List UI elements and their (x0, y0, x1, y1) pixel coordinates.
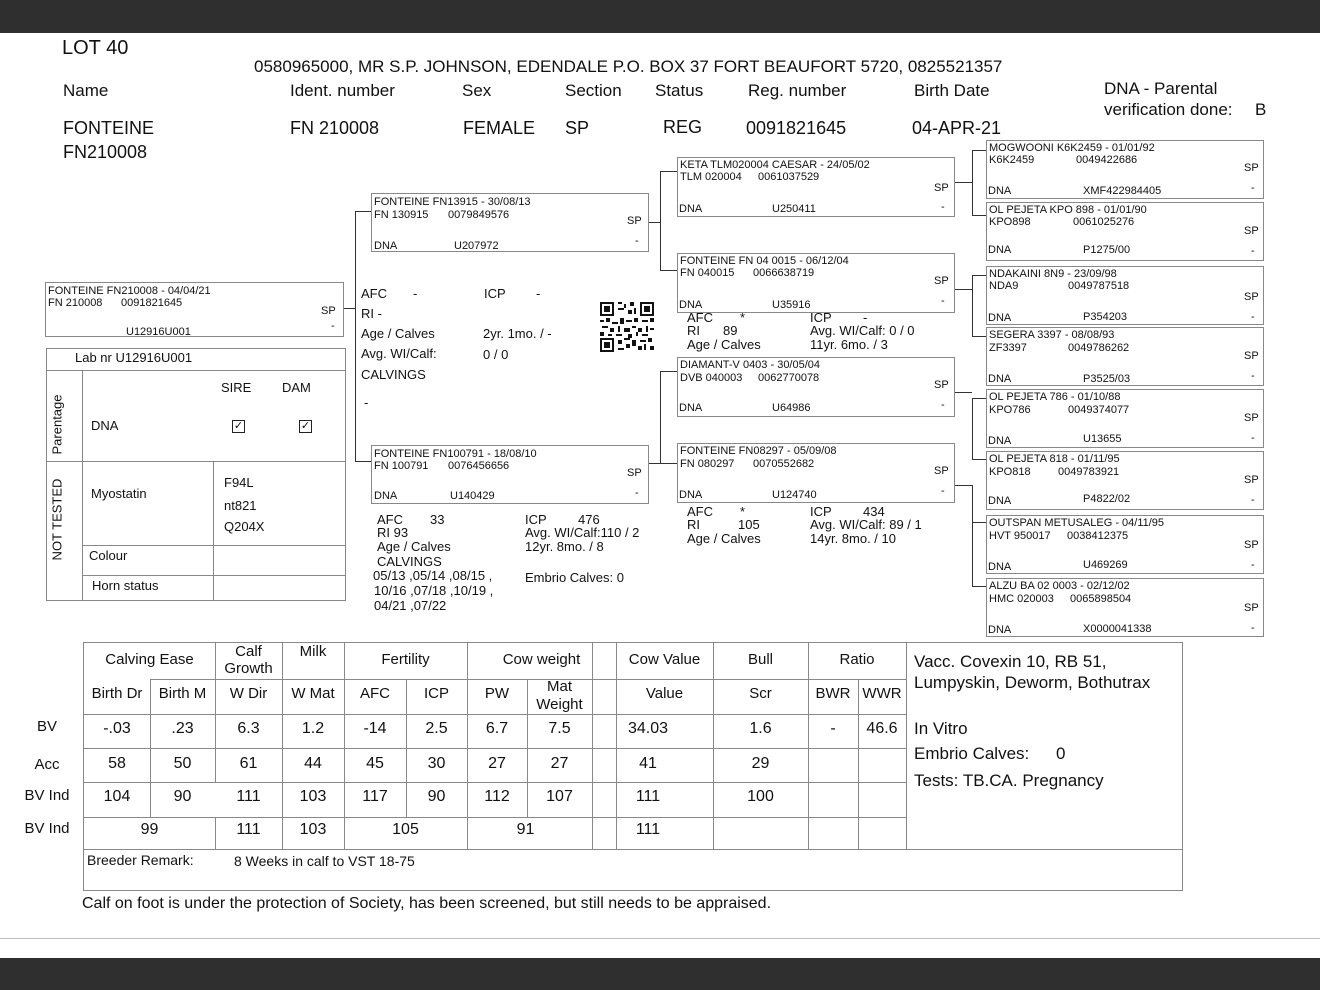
ggp-id: KPO786 (989, 404, 1031, 416)
self-pedigree-box (45, 282, 344, 337)
sire-icp-value: - (536, 286, 541, 301)
lab-dna-box (46, 348, 346, 601)
col-birth-m: Birth M (158, 685, 207, 702)
gp-age-label: Age / Calves (687, 337, 761, 352)
ind-birth-dr: 104 (103, 788, 131, 805)
gp-afc-value: * (740, 310, 746, 325)
ggp-dash: - (1251, 432, 1255, 444)
self-title: FONTEINE FN210008 - 04/04/21 (48, 285, 211, 297)
lot-number: LOT 40 (62, 37, 129, 59)
gp-title: DIAMANT-V 0403 - 30/05/04 (680, 359, 821, 371)
great-grandparent-box (986, 389, 1264, 448)
gp-sp: SP (934, 379, 949, 391)
ggp-title: OUTSPAN METUSALEG - 04/11/95 (989, 517, 1165, 529)
sire-afc-label: AFC (361, 286, 387, 301)
sire-calvings-label: CALVINGS (361, 367, 426, 382)
animal-birth: 04-APR-21 (912, 118, 1002, 138)
dam-afc-label: AFC (377, 512, 403, 527)
bv-value: 34.03 (627, 720, 669, 737)
parentage-label: Parentage (49, 394, 65, 455)
dam-dna-code: U140429 (450, 490, 495, 502)
gp-id: TLM 020004 (680, 171, 742, 183)
ggp-dash: - (1251, 245, 1255, 257)
grandparent-box (677, 443, 955, 503)
ggp-dna-code: U469269 (1083, 559, 1128, 571)
great-grandparent-box (986, 515, 1264, 574)
sire-dash: - (635, 235, 639, 247)
gp-icp-label: ICP (810, 310, 832, 325)
ggp-reg: 0061025276 (1073, 216, 1135, 228)
self-id: FN 210008 (48, 297, 103, 309)
dam-embrio-calves: Embrio Calves: 0 (525, 570, 624, 585)
in-vitro-note: In Vitro (914, 719, 968, 738)
row-label-acc: Acc (34, 756, 60, 773)
gp-age-label: Age / Calves (687, 531, 761, 546)
sire-wi-value: 0 / 0 (483, 347, 509, 362)
ggp-sp: SP (1244, 412, 1259, 424)
sire-dna-code: U207972 (454, 240, 499, 252)
ggp-dna: DNA (988, 312, 1012, 324)
gp-icp-value: 434 (863, 504, 885, 519)
animal-section: SP (565, 118, 590, 138)
ggp-id: HVT 950017 (989, 530, 1051, 542)
group-growth: Growth (224, 660, 273, 677)
embrio-calves-label: Embrio Calves: (914, 744, 1030, 763)
gp-reg: 0062770078 (758, 372, 820, 384)
ggp-sp: SP (1244, 539, 1259, 551)
header-birth: Birth Date (914, 81, 990, 100)
bv-w-mat: 1.2 (301, 720, 325, 737)
header-sex: Sex (462, 81, 492, 100)
animal-sex: FEMALE (463, 118, 536, 138)
sire-col-label: SIRE (221, 380, 252, 395)
self-code: U12916U001 (126, 326, 191, 338)
row-label-bv: BV (36, 718, 57, 735)
dam-sp: SP (627, 467, 642, 479)
acc-birth-dr: 58 (108, 755, 126, 772)
acc-w-dir: 61 (239, 755, 258, 772)
ggp-sp: SP (1244, 602, 1259, 614)
bv-afc: -14 (363, 720, 387, 737)
ind-scr: 100 (747, 788, 774, 805)
bv-scr: 1.6 (749, 720, 772, 737)
ggp-reg: 0038412375 (1067, 530, 1129, 542)
ind2-calving-ease: 99 (140, 821, 159, 838)
gp-id: FN 040015 (680, 267, 735, 279)
qr-code-icon (600, 302, 654, 352)
ggp-dna-code: XMF422984405 (1083, 185, 1162, 197)
gp-wi: Avg. WI/Calf: 0 / 0 (810, 323, 915, 338)
ggp-title: OL PEJETA 818 - 01/11/95 (989, 453, 1120, 465)
ind2-fertility: 105 (392, 821, 419, 838)
ggp-dash: - (1251, 182, 1255, 194)
col-bwr: BWR (815, 685, 851, 702)
great-grandparent-box (986, 327, 1264, 386)
myostatin-nt821: nt821 (224, 498, 257, 513)
group-calving-ease: Calving Ease (105, 651, 194, 668)
gp-afc-label: AFC (687, 504, 713, 519)
ggp-title: NDAKAINI 8N9 - 23/09/98 (989, 268, 1117, 280)
ggp-reg: 0049783921 (1058, 466, 1120, 478)
ggp-dna: DNA (988, 561, 1012, 573)
ggp-sp: SP (1244, 225, 1259, 237)
gp-dash: - (941, 201, 945, 213)
not-tested-label: NOT TESTED (49, 478, 65, 561)
dam-box (371, 445, 649, 504)
dam-col-label: DAM (282, 380, 311, 395)
gp-reg: 0066638719 (753, 267, 815, 279)
gp-dash: - (941, 399, 945, 411)
acc-scr: 29 (751, 755, 770, 772)
ggp-dna-code: U13655 (1083, 433, 1122, 445)
ind-mat-weight: 107 (546, 788, 573, 805)
gp-ri-label: RI (687, 323, 700, 338)
gp-id: DVB 040003 (680, 372, 743, 384)
gp-dna-code: U250411 (772, 203, 816, 215)
ggp-dash: - (1251, 622, 1255, 634)
sire-sp: SP (627, 215, 642, 227)
ggp-dash: - (1251, 370, 1255, 382)
dam-calvings-label: CALVINGS (377, 554, 442, 569)
gp-reg: 0070552682 (753, 458, 815, 470)
col-scr: Scr (749, 685, 772, 702)
ggp-dna-code: P1275/00 (1083, 244, 1131, 256)
dna-row-label: DNA (91, 418, 119, 433)
tests-note: Tests: TB.CA. Pregnancy (914, 771, 1104, 790)
group-ratio: Ratio (839, 651, 875, 668)
ggp-reg: 0049787518 (1068, 280, 1130, 292)
dam-ri: RI 93 (377, 525, 409, 540)
sire-id: FN 130915 (374, 209, 429, 221)
col-afc: AFC (360, 685, 390, 702)
col-icp: ICP (423, 685, 449, 702)
gp-title: KETA TLM020004 CAESAR - 24/05/02 (680, 159, 870, 171)
ggp-title: OL PEJETA KPO 898 - 01/01/90 (989, 204, 1147, 216)
acc-w-mat: 44 (304, 755, 322, 772)
header-section: Section (565, 81, 622, 100)
ggp-dna-code: P4822/02 (1083, 493, 1131, 505)
acc-afc: 45 (366, 755, 384, 772)
col-wwr: WWR (862, 685, 902, 702)
gp-title: FONTEINE FN08297 - 05/09/08 (680, 445, 837, 457)
gp-dna-code: U35916 (772, 299, 811, 311)
gp-dna-code: U64986 (772, 402, 811, 414)
gp-id: FN 080297 (680, 458, 735, 470)
ggp-dna-code: P354203 (1083, 311, 1128, 323)
ind-birth-m: 90 (173, 788, 192, 805)
gp-reg: 0061037529 (758, 171, 820, 183)
great-grandparent-box (986, 451, 1264, 510)
self-sp: SP (321, 305, 336, 317)
header-ident: Ident. number (290, 81, 395, 100)
vaccination-line-2: Lumpyskin, Deworm, Bothutrax (914, 673, 1151, 692)
great-grandparent-box (986, 266, 1264, 325)
breeder-remark: 8 Weeks in calf to VST 18-75 (234, 853, 415, 869)
ggp-title: ALZU BA 02 0003 - 02/12/02 (989, 580, 1130, 592)
ind-w-dir: 111 (236, 788, 261, 805)
gp-dna: DNA (679, 489, 703, 501)
dam-reg: 0076456656 (448, 460, 510, 472)
ind-w-mat: 103 (299, 788, 327, 805)
ggp-sp: SP (1244, 291, 1259, 303)
bv-mat-weight: 7.5 (548, 720, 571, 737)
dam-calvings-line-2: 10/16 ,07/18 ,10/19 , (374, 583, 494, 598)
gp-sp: SP (934, 182, 949, 194)
bv-wwr: 46.6 (866, 720, 898, 737)
dam-afc-value: 33 (430, 512, 445, 527)
ggp-dna-code: P3525/03 (1083, 373, 1131, 385)
gp-icp-label: ICP (810, 504, 832, 519)
great-grandparent-box (986, 140, 1264, 199)
bv-birth-m: .23 (171, 720, 194, 737)
ggp-id: KPO818 (989, 466, 1031, 478)
bottom-bar (0, 958, 1320, 990)
gp-afc-value: * (740, 504, 746, 519)
ggp-id: NDA9 (989, 280, 1019, 292)
sire-dna-checkbox: ✓ (233, 420, 244, 432)
header-reg: Reg. number (748, 81, 847, 100)
dam-id: FN 100791 (374, 460, 429, 472)
sire-ri: RI - (361, 306, 382, 321)
col-pw: PW (484, 685, 510, 702)
bv-birth-dr: -.03 (103, 720, 131, 737)
ggp-id: ZF3397 (989, 342, 1027, 354)
ggp-dash: - (1251, 559, 1255, 571)
gp-sp: SP (934, 275, 949, 287)
header-dna-1: DNA - Parental (1104, 79, 1218, 98)
ggp-dna: DNA (988, 185, 1012, 197)
self-dash: - (331, 320, 335, 332)
ggp-id: KPO898 (989, 216, 1031, 228)
gp-afc-label: AFC (687, 310, 713, 325)
gp-ri-value: 89 (723, 323, 738, 338)
ggp-dna: DNA (988, 495, 1012, 507)
ggp-reg: 0049422686 (1076, 154, 1138, 166)
animal-status: REG (663, 117, 703, 137)
gp-icp-value: - (863, 310, 868, 325)
dam-icp-label: ICP (525, 512, 547, 527)
dam-dash: - (635, 487, 639, 499)
sire-dna: DNA (374, 240, 398, 252)
sire-box (371, 193, 649, 252)
horn-status-label: Horn status (92, 578, 159, 593)
ind-icp: 90 (427, 788, 446, 805)
header-status: Status (655, 81, 704, 100)
grandparent-box (677, 253, 955, 313)
dam-dna-checkbox: ✓ (300, 420, 311, 432)
grandparent-box (677, 357, 955, 417)
acc-pw: 27 (488, 755, 506, 772)
ind-value: 111 (635, 788, 661, 805)
gp-dash: - (941, 485, 945, 497)
acc-value: 41 (639, 755, 657, 772)
ggp-dna-code: X0000041338 (1083, 623, 1152, 635)
ggp-dna: DNA (988, 624, 1012, 636)
ggp-id: HMC 020003 (989, 593, 1054, 605)
group-fertility: Fertility (381, 651, 430, 668)
dam-wi: Avg. WI/Calf:110 / 2 (525, 525, 640, 540)
sire-age-label: Age / Calves (361, 326, 435, 341)
ggp-id: K6K2459 (989, 154, 1035, 166)
sire-wi-label: Avg. WI/Calf: (361, 346, 437, 361)
ggp-dna: DNA (988, 373, 1012, 385)
col-weight: Weight (536, 696, 583, 713)
sire-icp-label: ICP (484, 286, 506, 301)
embrio-calves-value: 0 (1056, 744, 1066, 763)
ind2-growth: 111 (236, 821, 261, 838)
dam-calvings-line-3: 04/21 ,07/22 (374, 598, 447, 613)
gp-title: FONTEINE FN 04 0015 - 06/12/04 (680, 255, 849, 267)
gp-dna: DNA (679, 203, 703, 215)
dam-title: FONTEINE FN100791 - 18/08/10 (374, 448, 537, 460)
col-birth-dr: Birth Dr (91, 685, 143, 702)
ggp-sp: SP (1244, 350, 1259, 362)
ggp-reg: 0065898504 (1070, 593, 1132, 605)
lab-number: Lab nr U12916U001 (75, 350, 193, 365)
sire-title: FONTEINE FN13915 - 30/08/13 (374, 196, 531, 208)
gp-ri-value: 105 (738, 517, 760, 532)
bottom-rule (0, 938, 1320, 939)
ggp-sp: SP (1244, 162, 1259, 174)
myostatin-label: Myostatin (91, 486, 147, 501)
ind2-cow-weight: 91 (516, 821, 535, 838)
dam-age-value: 12yr. 8mo. / 8 (525, 539, 604, 554)
breeder-remark-label: Breeder Remark: (87, 852, 194, 868)
dna-verification-value: B (1255, 100, 1267, 119)
group-cow-value: Cow Value (628, 651, 701, 668)
ggp-title: SEGERA 3397 - 08/08/93 (989, 329, 1115, 341)
gp-sp: SP (934, 465, 949, 477)
great-grandparent-box (986, 578, 1264, 637)
acc-mat-weight: 27 (550, 755, 569, 772)
gp-age-value: 14yr. 8mo. / 10 (810, 531, 896, 546)
ggp-reg: 0049786262 (1068, 342, 1130, 354)
gp-dash: - (941, 295, 945, 307)
sire-reg: 0079849576 (448, 209, 510, 221)
row-label-bv-ind: BV Ind (24, 820, 70, 837)
group-bull: Bull (747, 651, 773, 668)
ggp-dna: DNA (988, 244, 1012, 256)
sire-age-value: 2yr. 1mo. / - (483, 326, 552, 341)
ggp-dash: - (1251, 494, 1255, 506)
gp-wi: Avg. WI/Calf: 89 / 1 (810, 517, 922, 532)
ind2-milk: 103 (299, 821, 327, 838)
gp-dna: DNA (679, 299, 703, 311)
acc-birth-m: 50 (173, 755, 192, 772)
ggp-title: OL PEJETA 786 - 01/10/88 (989, 391, 1121, 403)
gp-ri-label: RI (687, 517, 700, 532)
sire-calvings-value: - (364, 395, 369, 410)
myostatin-f94l: F94L (224, 475, 254, 490)
col-mat: Mat (546, 678, 572, 695)
bv-icp: 2.5 (425, 720, 448, 737)
ind-pw: 112 (484, 788, 510, 805)
bv-bwr: - (830, 720, 836, 737)
gp-dna: DNA (679, 402, 703, 414)
ggp-reg: 0049374077 (1068, 404, 1130, 416)
row-label-bv-ind: BV Ind (24, 787, 70, 804)
bv-w-dir: 6.3 (237, 720, 260, 737)
dam-age-label: Age / Calves (377, 539, 451, 554)
self-reg: 0091821645 (121, 297, 183, 309)
dam-calvings-line-1: 05/13 ,05/14 ,08/15 , (373, 568, 493, 583)
acc-icp: 30 (427, 755, 446, 772)
animal-ident: FN 210008 (290, 118, 380, 138)
col-w-mat: W Mat (291, 685, 335, 702)
sire-afc-value: - (413, 286, 418, 301)
group-calf: Calf (235, 643, 262, 660)
myostatin-q204x: Q204X (224, 519, 265, 534)
animal-reg: 0091821645 (746, 118, 847, 138)
animal-name: FONTEINE (63, 118, 155, 138)
owner-line: 0580965000, MR S.P. JOHNSON, EDENDALE P.O. BOX 37 FORT BEAUFORT 5720, 0825521357 (254, 57, 1003, 76)
dam-dna: DNA (374, 490, 398, 502)
col-value: Value (645, 685, 684, 702)
ind-afc: 117 (362, 788, 388, 805)
great-grandparent-box (986, 202, 1264, 261)
ggp-dash: - (1251, 311, 1255, 323)
gp-age-value: 11yr. 6mo. / 3 (810, 337, 888, 352)
footer-note: Calf on foot is under the protection of Society, has been screened, but still needs to be appraised. (82, 895, 772, 912)
ind2-cow-value: 111 (635, 821, 661, 838)
gp-dna-code: U124740 (772, 489, 817, 501)
vaccination-line-1: Vacc. Covexin 10, RB 51, (914, 652, 1107, 671)
ggp-title: MOGWOONI K6K2459 - 01/01/92 (989, 142, 1155, 154)
animal-name-code: FN210008 (63, 142, 148, 162)
header-dna-2: verification done: (1104, 100, 1233, 119)
dam-icp-value: 476 (578, 512, 600, 527)
group-cow-weight: Cow weight (502, 651, 581, 668)
ggp-sp: SP (1244, 474, 1259, 486)
header-name: Name (63, 81, 109, 100)
ggp-dna: DNA (988, 435, 1012, 447)
colour-label: Colour (89, 548, 128, 563)
bv-pw: 6.7 (485, 720, 509, 737)
col-w-dir: W Dir (229, 685, 268, 702)
top-bar (0, 0, 1320, 33)
group-milk: Milk (299, 643, 327, 660)
grandparent-box (677, 157, 955, 217)
